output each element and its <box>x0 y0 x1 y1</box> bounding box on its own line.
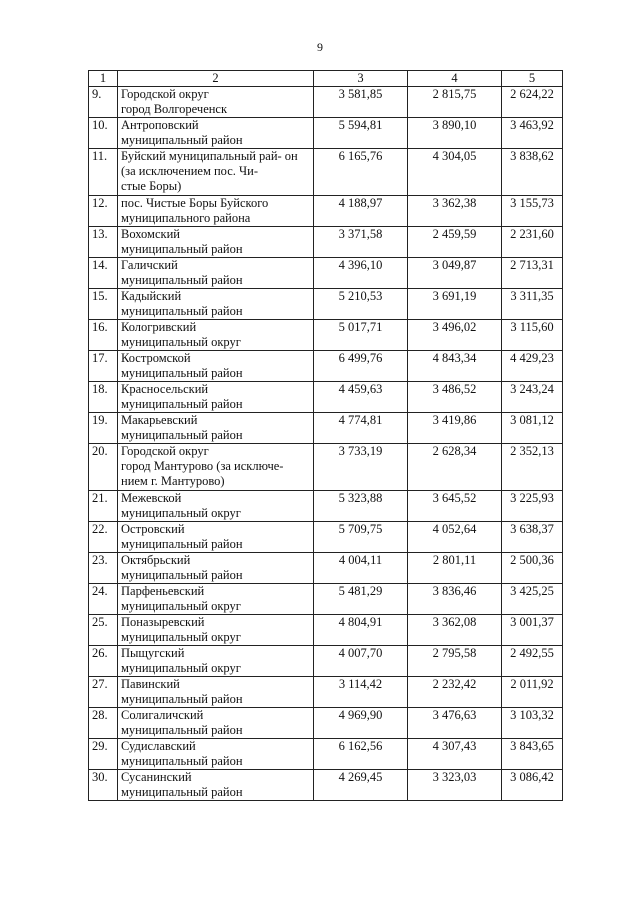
territory-name <box>118 522 314 553</box>
territory-name-line: муниципальный район <box>121 397 243 411</box>
value-col-5: 3 001,37 <box>502 615 563 646</box>
table-row <box>89 553 563 584</box>
territory-name-line: муниципальный округ <box>121 599 241 613</box>
value-col-3: 5 210,53 <box>314 289 408 320</box>
territory-name-line: муниципальный район <box>121 133 243 147</box>
territory-name-line: Костромской <box>121 351 191 365</box>
value-col-3: 3 371,58 <box>314 227 408 258</box>
territory-name-line: Красносельский <box>121 382 209 396</box>
territory-name-line: Кологривский <box>121 320 197 334</box>
territory-name-line: Вохомский <box>121 227 180 241</box>
territory-name-line: стые Боры) <box>121 179 182 193</box>
territory-name-line: муниципальный округ <box>121 630 241 644</box>
territory-name <box>118 382 314 413</box>
table-row <box>89 770 563 801</box>
table-row <box>89 351 563 382</box>
value-col-5: 3 115,60 <box>502 320 563 351</box>
value-col-3: 4 188,97 <box>314 196 408 227</box>
value-col-3: 5 481,29 <box>314 584 408 615</box>
territory-name <box>118 413 314 444</box>
territory-name-line: муниципальный район <box>121 428 243 442</box>
value-col-5: 2 500,36 <box>502 553 563 584</box>
territory-name-line: Парфеньевский <box>121 584 205 598</box>
territory-name-line: Городской округ <box>121 444 209 458</box>
territory-name-line: муниципальный район <box>121 785 243 799</box>
value-col-4: 2 628,34 <box>408 444 502 491</box>
territory-name-line: (за исключением пос. Чи- <box>121 164 259 178</box>
value-col-3: 4 007,70 <box>314 646 408 677</box>
value-col-3: 4 396,10 <box>314 258 408 289</box>
row-number: 28. <box>89 708 118 739</box>
territory-name <box>118 770 314 801</box>
table-row <box>89 413 563 444</box>
value-col-4: 3 049,87 <box>408 258 502 289</box>
territory-name-line: муниципальный район <box>121 754 243 768</box>
value-col-4: 3 645,52 <box>408 491 502 522</box>
territory-name-line: муниципальный район <box>121 304 243 318</box>
value-col-4: 3 890,10 <box>408 118 502 149</box>
territory-name <box>118 118 314 149</box>
value-col-3: 4 804,91 <box>314 615 408 646</box>
territory-name-line: Октябрьский <box>121 553 191 567</box>
value-col-5: 3 843,65 <box>502 739 563 770</box>
row-number: 13. <box>89 227 118 258</box>
row-number: 17. <box>89 351 118 382</box>
table-row <box>89 382 563 413</box>
row-number: 23. <box>89 553 118 584</box>
table-row <box>89 149 563 196</box>
territory-name-line: Межевской <box>121 491 182 505</box>
territory-name <box>118 289 314 320</box>
value-col-5: 2 624,22 <box>502 87 563 118</box>
table-row <box>89 584 563 615</box>
value-col-4: 3 476,63 <box>408 708 502 739</box>
table-row <box>89 522 563 553</box>
territory-name <box>118 739 314 770</box>
territory-name-line: муниципальный округ <box>121 335 241 349</box>
territory-name-line: Павинский <box>121 677 180 691</box>
value-col-5: 4 429,23 <box>502 351 563 382</box>
territory-name <box>118 615 314 646</box>
territory-name-line: Кадыйский <box>121 289 182 303</box>
value-col-3: 4 004,11 <box>314 553 408 584</box>
value-col-4: 4 304,05 <box>408 149 502 196</box>
data-table <box>88 70 563 801</box>
territory-name-line: муниципальный район <box>121 568 243 582</box>
value-col-3: 3 581,85 <box>314 87 408 118</box>
territory-name-line: муниципальный район <box>121 242 243 256</box>
territory-name-line: Островский <box>121 522 185 536</box>
value-col-5: 3 103,32 <box>502 708 563 739</box>
value-col-5: 3 638,37 <box>502 522 563 553</box>
page-number: 9 <box>317 40 323 54</box>
territory-name <box>118 677 314 708</box>
territory-name-line: Солигаличский <box>121 708 204 722</box>
territory-name-line: Городской округ <box>121 87 209 101</box>
territory-name-line: город Волгореченск <box>121 102 228 116</box>
value-col-3: 5 017,71 <box>314 320 408 351</box>
territory-name <box>118 708 314 739</box>
value-col-3: 5 323,88 <box>314 491 408 522</box>
value-col-5: 3 086,42 <box>502 770 563 801</box>
territory-name-line: Пыщугский <box>121 646 185 660</box>
row-number: 24. <box>89 584 118 615</box>
row-number: 10. <box>89 118 118 149</box>
territory-name-line: муниципальный район <box>121 692 243 706</box>
value-col-3: 3 114,42 <box>314 677 408 708</box>
column-header-2: 2 <box>118 71 314 87</box>
value-col-4: 2 795,58 <box>408 646 502 677</box>
row-number: 22. <box>89 522 118 553</box>
row-number: 16. <box>89 320 118 351</box>
territory-name-line: Судиславский <box>121 739 196 753</box>
table-row <box>89 87 563 118</box>
value-col-4: 3 486,52 <box>408 382 502 413</box>
territory-name-line: пос. Чистые Боры Буйского <box>121 196 269 210</box>
table-row <box>89 258 563 289</box>
row-number: 12. <box>89 196 118 227</box>
territory-name-line: Галичский <box>121 258 178 272</box>
value-col-4: 3 362,08 <box>408 615 502 646</box>
table-row <box>89 196 563 227</box>
value-col-5: 2 713,31 <box>502 258 563 289</box>
value-col-3: 4 269,45 <box>314 770 408 801</box>
territory-name-line: муниципального района <box>121 211 251 225</box>
territory-name <box>118 646 314 677</box>
territory-name-line: муниципальный район <box>121 366 243 380</box>
value-col-4: 4 307,43 <box>408 739 502 770</box>
table-row <box>89 227 563 258</box>
territory-name <box>118 351 314 382</box>
territory-name <box>118 584 314 615</box>
row-number: 25. <box>89 615 118 646</box>
value-col-3: 5 709,75 <box>314 522 408 553</box>
column-header-5: 5 <box>502 71 563 87</box>
territory-name-line: город Мантурово (за исключе- <box>121 459 284 473</box>
territory-name <box>118 196 314 227</box>
value-col-5: 2 352,13 <box>502 444 563 491</box>
value-col-4: 2 232,42 <box>408 677 502 708</box>
value-col-4: 3 323,03 <box>408 770 502 801</box>
table-row <box>89 677 563 708</box>
row-number: 15. <box>89 289 118 320</box>
territory-name <box>118 444 314 491</box>
value-col-4: 3 362,38 <box>408 196 502 227</box>
territory-name <box>118 227 314 258</box>
territory-name-line: муниципальный район <box>121 273 243 287</box>
value-col-4: 3 836,46 <box>408 584 502 615</box>
value-col-4: 2 815,75 <box>408 87 502 118</box>
table-row <box>89 646 563 677</box>
value-col-5: 3 081,12 <box>502 413 563 444</box>
row-number: 20. <box>89 444 118 491</box>
value-col-4: 2 459,59 <box>408 227 502 258</box>
territory-name <box>118 491 314 522</box>
value-col-5: 3 311,35 <box>502 289 563 320</box>
territory-name <box>118 320 314 351</box>
row-number: 18. <box>89 382 118 413</box>
value-col-3: 4 969,90 <box>314 708 408 739</box>
table-row <box>89 444 563 491</box>
table-header-row <box>89 71 563 87</box>
value-col-4: 3 496,02 <box>408 320 502 351</box>
value-col-4: 2 801,11 <box>408 553 502 584</box>
value-col-5: 3 155,73 <box>502 196 563 227</box>
table-row <box>89 708 563 739</box>
row-number: 21. <box>89 491 118 522</box>
value-col-3: 5 594,81 <box>314 118 408 149</box>
territory-name-line: муниципальный округ <box>121 661 241 675</box>
row-number: 26. <box>89 646 118 677</box>
territory-name <box>118 149 314 196</box>
value-col-3: 6 499,76 <box>314 351 408 382</box>
row-number: 30. <box>89 770 118 801</box>
row-number: 27. <box>89 677 118 708</box>
column-header-3: 3 <box>314 71 408 87</box>
territory-name <box>118 553 314 584</box>
value-col-5: 3 225,93 <box>502 491 563 522</box>
value-col-5: 3 463,92 <box>502 118 563 149</box>
row-number: 19. <box>89 413 118 444</box>
territory-name-line: Макарьевский <box>121 413 198 427</box>
territory-name-line: Поназыревский <box>121 615 205 629</box>
column-header-1: 1 <box>89 71 118 87</box>
territory-name-line: Антроповский <box>121 118 199 132</box>
territory-name-line: муниципальный район <box>121 723 243 737</box>
territory-name-line: Буйский муниципальный рай- он <box>121 149 298 163</box>
value-col-5: 3 425,25 <box>502 584 563 615</box>
table-row <box>89 739 563 770</box>
row-number: 29. <box>89 739 118 770</box>
value-col-4: 4 052,64 <box>408 522 502 553</box>
value-col-4: 3 419,86 <box>408 413 502 444</box>
row-number: 11. <box>89 149 118 196</box>
value-col-5: 2 231,60 <box>502 227 563 258</box>
value-col-3: 6 165,76 <box>314 149 408 196</box>
row-number: 9. <box>89 87 118 118</box>
value-col-4: 3 691,19 <box>408 289 502 320</box>
table-row <box>89 289 563 320</box>
territory-name-line: муниципальный округ <box>121 506 241 520</box>
territory-name-line: нием г. Мантурово) <box>121 474 225 488</box>
value-col-3: 6 162,56 <box>314 739 408 770</box>
table-body <box>89 87 563 801</box>
value-col-4: 4 843,34 <box>408 351 502 382</box>
territory-name-line: муниципальный район <box>121 537 243 551</box>
territory-name-line: Сусанинский <box>121 770 192 784</box>
value-col-5: 2 492,55 <box>502 646 563 677</box>
value-col-3: 3 733,19 <box>314 444 408 491</box>
value-col-5: 3 243,24 <box>502 382 563 413</box>
value-col-5: 2 011,92 <box>502 677 563 708</box>
value-col-3: 4 774,81 <box>314 413 408 444</box>
table-row <box>89 491 563 522</box>
row-number: 14. <box>89 258 118 289</box>
column-header-4: 4 <box>408 71 502 87</box>
value-col-3: 4 459,63 <box>314 382 408 413</box>
table-row <box>89 615 563 646</box>
value-col-5: 3 838,62 <box>502 149 563 196</box>
table-row <box>89 118 563 149</box>
territory-name <box>118 258 314 289</box>
territory-name <box>118 87 314 118</box>
table-row <box>89 320 563 351</box>
